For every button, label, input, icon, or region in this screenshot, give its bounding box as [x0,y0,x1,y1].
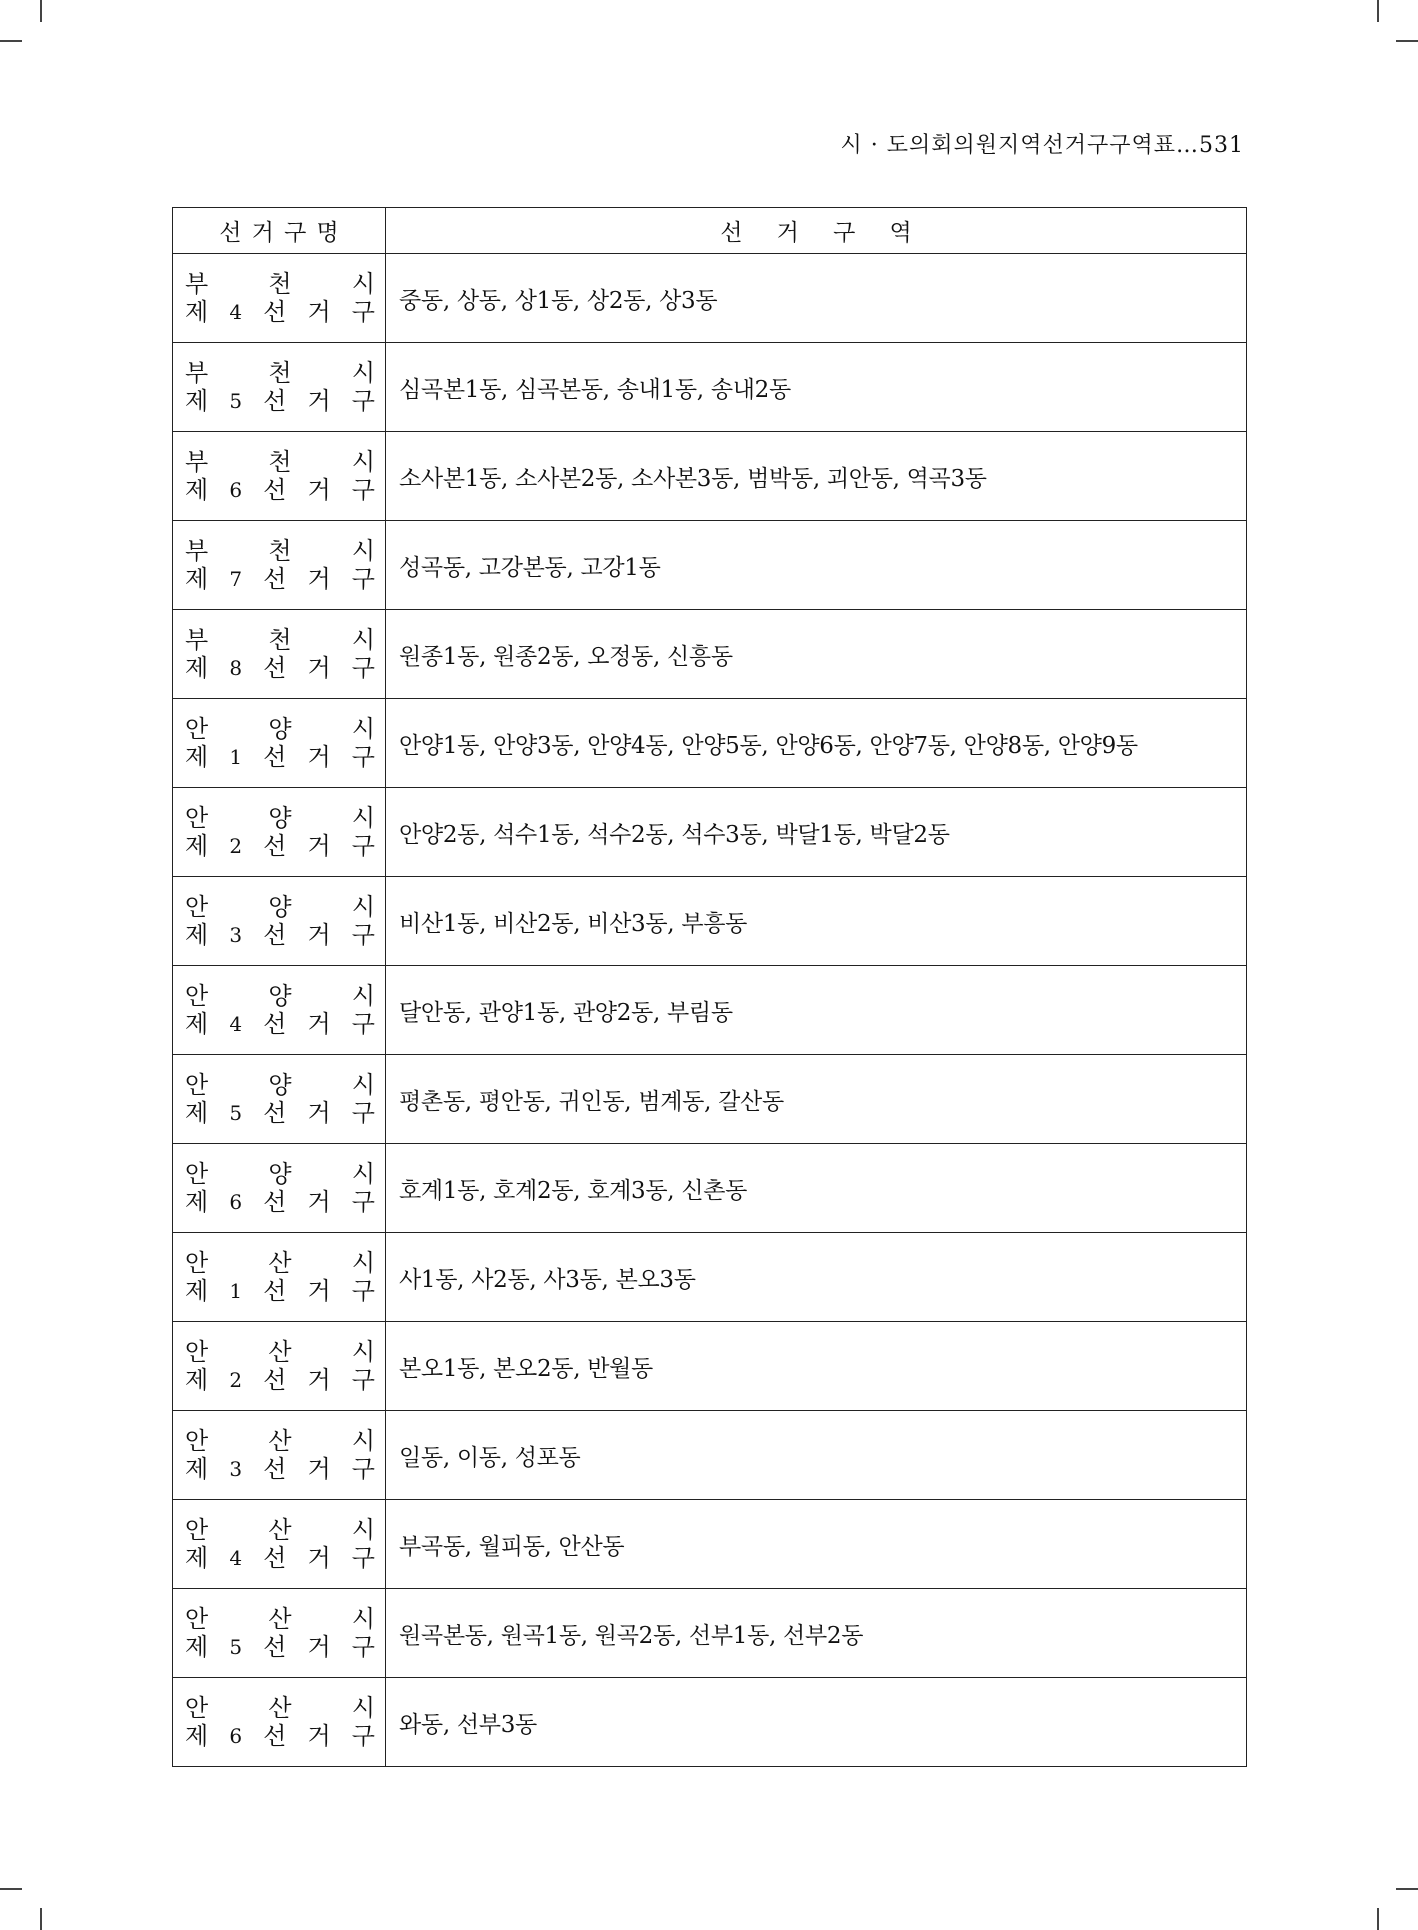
district-char: 구 [351,1277,375,1305]
city-char: 양 [268,804,292,832]
district-table [172,207,1247,1767]
district-char: 거 [307,743,331,771]
city-char: 시 [351,359,375,387]
city-char: 안 [185,1516,209,1544]
district-char: 제 [185,476,209,504]
district-area-text: 부곡동, 월피동, 안산동 [399,1533,625,1560]
district-char: 제 [185,1366,209,1394]
city-name [185,1605,375,1633]
table-row [173,1233,1247,1322]
city-char: 시 [351,893,375,921]
district-char: 제 [185,298,209,326]
crop-mark [1377,0,1379,22]
district-char: 선 [263,1010,287,1038]
district-name-cell [173,1411,386,1500]
district-area-cell [386,699,1247,788]
district-number [185,1099,375,1127]
district-name-cell [173,343,386,432]
district-area-cell [386,610,1247,699]
district-char: 제 [185,1544,209,1572]
district-char: 거 [307,1455,331,1483]
city-char: 시 [351,1694,375,1722]
district-char: 1 [229,745,243,769]
district-name-cell [173,254,386,343]
district-char: 거 [307,1188,331,1216]
table-row [173,1411,1247,1500]
district-char: 구 [351,1366,375,1394]
city-char: 시 [351,1516,375,1544]
district-char: 제 [185,1277,209,1305]
city-char: 부 [185,537,209,565]
city-char: 부 [185,359,209,387]
district-area-text: 안양1동, 안양3동, 안양4동, 안양5동, 안양6동, 안양7동, 안양8동, 안양9동 [399,732,1138,759]
district-char: 구 [351,743,375,771]
district-area-cell [386,1678,1247,1767]
district-char: 거 [307,1099,331,1127]
district-char: 선 [263,832,287,860]
district-char: 3 [229,1457,243,1481]
district-char: 거 [307,1633,331,1661]
district-char: 선 [263,565,287,593]
city-name [185,1694,375,1722]
district-char: 1 [229,1279,243,1303]
city-name [185,626,375,654]
district-char: 제 [185,1633,209,1661]
district-name-cell [173,610,386,699]
district-area-cell [386,1322,1247,1411]
district-char: 거 [307,1010,331,1038]
table-row [173,877,1247,966]
district-name-cell [173,1322,386,1411]
city-char: 안 [185,1160,209,1188]
table-row [173,1678,1247,1767]
city-char: 양 [268,1071,292,1099]
city-char: 부 [185,626,209,654]
city-char: 시 [351,1605,375,1633]
table-row [173,1144,1247,1233]
district-char: 선 [263,654,287,682]
district-area-text: 일동, 이동, 성포동 [399,1444,581,1471]
district-char: 선 [263,298,287,326]
city-char: 시 [351,1427,375,1455]
district-area-text: 평촌동, 평안동, 귀인동, 범계동, 갈산동 [399,1088,784,1115]
district-char: 선 [263,1188,287,1216]
district-char: 거 [307,565,331,593]
district-char: 4 [229,1546,243,1570]
table-header-row [173,208,1247,254]
district-char: 구 [351,1188,375,1216]
district-area-text: 성곡동, 고강본동, 고강1동 [399,554,661,581]
crop-mark [0,1888,22,1890]
city-char: 안 [185,982,209,1010]
city-name [185,1516,375,1544]
district-area-text: 심곡본1동, 심곡본동, 송내1동, 송내2동 [399,376,791,403]
table-row [173,1500,1247,1589]
district-number [185,1277,375,1305]
city-char: 안 [185,1338,209,1366]
header-char: 선 [219,220,242,246]
crop-mark [1396,40,1418,42]
header-district-name [173,208,386,254]
district-char: 4 [229,1012,243,1036]
district-char: 5 [229,1101,243,1125]
city-name [185,1338,375,1366]
city-char: 안 [185,715,209,743]
city-name [185,804,375,832]
city-name [185,359,375,387]
city-char: 안 [185,1605,209,1633]
city-char: 산 [268,1249,292,1277]
running-header: 시 · 도의회의원지역선거구구역표…531 [840,133,1244,158]
district-char: 구 [351,1010,375,1038]
city-char: 시 [351,982,375,1010]
district-char: 거 [307,298,331,326]
header-char: 선 [720,220,743,246]
district-area-cell [386,432,1247,521]
district-area-cell [386,1411,1247,1500]
city-name [185,1427,375,1455]
city-char: 양 [268,893,292,921]
district-area-cell [386,521,1247,610]
district-char: 선 [263,743,287,771]
table-row [173,254,1247,343]
city-char: 안 [185,804,209,832]
city-char: 시 [351,715,375,743]
district-area-cell [386,1233,1247,1322]
city-char: 안 [185,1694,209,1722]
district-number [185,832,375,860]
district-char: 제 [185,387,209,415]
city-char: 천 [268,448,292,476]
table-row [173,432,1247,521]
district-char: 선 [263,1544,287,1572]
district-char: 거 [307,1722,331,1750]
district-char: 선 [263,921,287,949]
city-char: 부 [185,270,209,298]
district-number [185,743,375,771]
district-area-text: 달안동, 관양1동, 관양2동, 부림동 [399,999,733,1026]
district-area-text: 중동, 상동, 상1동, 상2동, 상3동 [399,287,718,314]
district-area-text: 소사본1동, 소사본2동, 소사본3동, 범박동, 괴안동, 역곡3동 [399,465,987,492]
table-row [173,966,1247,1055]
district-name-cell [173,1055,386,1144]
city-char: 안 [185,893,209,921]
district-char: 거 [307,832,331,860]
city-char: 천 [268,270,292,298]
district-char: 거 [307,654,331,682]
city-char: 양 [268,715,292,743]
city-char: 시 [351,448,375,476]
city-name [185,1160,375,1188]
district-area-cell [386,1589,1247,1678]
city-char: 안 [185,1427,209,1455]
district-char: 제 [185,921,209,949]
city-char: 산 [268,1694,292,1722]
district-area-cell [386,966,1247,1055]
city-char: 시 [351,1071,375,1099]
district-char: 선 [263,476,287,504]
city-char: 산 [268,1427,292,1455]
district-char: 구 [351,565,375,593]
district-char: 5 [229,389,243,413]
district-char: 구 [351,298,375,326]
district-char: 5 [229,1635,243,1659]
district-name-cell [173,788,386,877]
district-char: 구 [351,1722,375,1750]
table-row [173,521,1247,610]
district-char: 6 [229,1190,243,1214]
district-char: 제 [185,1455,209,1483]
district-area-cell [386,788,1247,877]
city-name [185,893,375,921]
district-number [185,1722,375,1750]
district-number [185,1366,375,1394]
district-char: 3 [229,923,243,947]
district-name-cell [173,521,386,610]
city-char: 시 [351,626,375,654]
city-char: 천 [268,537,292,565]
header-char: 역 [889,220,912,246]
table-row [173,699,1247,788]
header-char: 거 [251,220,274,246]
city-name [185,982,375,1010]
district-char: 제 [185,1188,209,1216]
table-row [173,610,1247,699]
district-char: 거 [307,1544,331,1572]
district-char: 구 [351,387,375,415]
city-char: 시 [351,804,375,832]
district-char: 7 [229,567,243,591]
city-char: 양 [268,982,292,1010]
district-number [185,1544,375,1572]
district-area-cell [386,1144,1247,1233]
district-name-cell [173,1144,386,1233]
city-name [185,1071,375,1099]
district-char: 선 [263,387,287,415]
district-char: 선 [263,1277,287,1305]
district-number [185,565,375,593]
district-char: 구 [351,1544,375,1572]
district-char: 선 [263,1099,287,1127]
crop-mark [1377,1908,1379,1930]
district-char: 거 [307,476,331,504]
city-name [185,270,375,298]
city-char: 산 [268,1338,292,1366]
city-name [185,1249,375,1277]
crop-mark [40,0,42,22]
district-char: 거 [307,1366,331,1394]
district-area-cell [386,1055,1247,1144]
district-area-text: 호계1동, 호계2동, 호계3동, 신촌동 [399,1177,748,1204]
district-char: 제 [185,654,209,682]
district-area-text: 원곡본동, 원곡1동, 원곡2동, 선부1동, 선부2동 [399,1622,864,1649]
city-char: 시 [351,1249,375,1277]
district-number [185,298,375,326]
crop-mark [0,40,22,42]
city-char: 천 [268,359,292,387]
district-char: 거 [307,921,331,949]
district-char: 구 [351,1099,375,1127]
city-char: 시 [351,270,375,298]
district-char: 2 [229,834,243,858]
header-char: 구 [833,220,856,246]
city-char: 부 [185,448,209,476]
district-char: 구 [351,1455,375,1483]
city-char: 시 [351,537,375,565]
table-row [173,1589,1247,1678]
district-name-cell [173,1233,386,1322]
district-area-cell [386,877,1247,966]
district-char: 선 [263,1722,287,1750]
district-char: 6 [229,1724,243,1748]
city-char: 산 [268,1516,292,1544]
district-area-text: 비산1동, 비산2동, 비산3동, 부흥동 [399,910,748,937]
district-area-cell [386,1500,1247,1589]
district-area-text: 원종1동, 원종2동, 오정동, 신흥동 [399,643,733,670]
city-name [185,537,375,565]
district-number [185,1633,375,1661]
city-name [185,715,375,743]
district-char: 제 [185,743,209,771]
crop-mark [1396,1888,1418,1890]
district-number [185,1188,375,1216]
district-char: 제 [185,565,209,593]
crop-mark [40,1908,42,1930]
district-char: 거 [307,1277,331,1305]
district-area-text: 와동, 선부3동 [399,1711,537,1738]
district-char: 6 [229,478,243,502]
district-name-cell [173,699,386,788]
city-char: 천 [268,626,292,654]
district-char: 구 [351,921,375,949]
city-char: 안 [185,1249,209,1277]
district-char: 제 [185,1010,209,1038]
table-row [173,1322,1247,1411]
district-char: 선 [263,1633,287,1661]
header-district-area [386,208,1247,254]
table-row [173,343,1247,432]
district-char: 4 [229,300,243,324]
district-number [185,654,375,682]
district-number [185,1010,375,1038]
district-name-cell [173,1678,386,1767]
district-name-cell [173,1500,386,1589]
district-char: 선 [263,1366,287,1394]
district-area-text: 본오1동, 본오2동, 반월동 [399,1355,653,1382]
city-name [185,448,375,476]
city-char: 시 [351,1338,375,1366]
district-char: 구 [351,832,375,860]
district-char: 제 [185,1099,209,1127]
district-number [185,921,375,949]
district-name-cell [173,432,386,521]
city-char: 양 [268,1160,292,1188]
district-number [185,387,375,415]
district-name-cell [173,877,386,966]
district-name-cell [173,966,386,1055]
city-char: 안 [185,1071,209,1099]
header-char: 명 [316,220,339,246]
district-area-cell [386,343,1247,432]
district-number [185,1455,375,1483]
table-row [173,1055,1247,1144]
table-row [173,788,1247,877]
district-char: 제 [185,1722,209,1750]
district-number [185,476,375,504]
header-char: 구 [284,220,307,246]
header-char: 거 [776,220,799,246]
district-area-text: 안양2동, 석수1동, 석수2동, 석수3동, 박달1동, 박달2동 [399,821,950,848]
city-char: 산 [268,1605,292,1633]
district-char: 구 [351,1633,375,1661]
district-char: 2 [229,1368,243,1392]
district-char: 선 [263,1455,287,1483]
city-char: 시 [351,1160,375,1188]
district-char: 구 [351,654,375,682]
district-char: 8 [229,656,243,680]
district-area-text: 사1동, 사2동, 사3동, 본오3동 [399,1266,696,1293]
district-char: 거 [307,387,331,415]
district-char: 구 [351,476,375,504]
district-char: 제 [185,832,209,860]
district-name-cell [173,1589,386,1678]
district-area-cell [386,254,1247,343]
